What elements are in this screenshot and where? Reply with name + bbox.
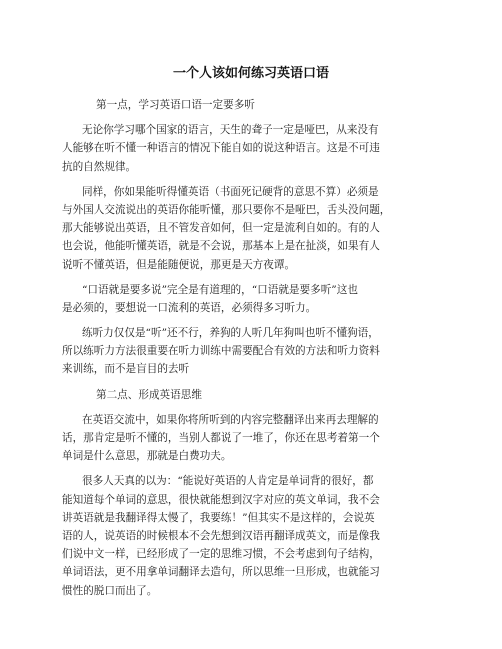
paragraph-line: 单词语法，更不用拿单词翻译去造句，所以思维一旦形成，也就能习 [62,566,380,579]
paragraph-3 [62,281,444,317]
section-heading-2: 第二点、形成英语思维 [96,388,202,401]
paragraph-line: 同样，你如果能听得懂英语（书面死记硬背的意思不算）必须是 [82,185,379,198]
paragraph-line: 无论你学习哪个国家的语言，天生的聋子一定是哑巴，从来没有 [82,124,379,137]
document-title: 一个人该如何练习英语口语 [172,66,329,81]
paragraph-line: 话，那肯定是听不懂的，当别人都说了一堆了，你还在思考着第一个 [62,432,380,445]
paragraph-line: 是必须的，要想说一口流利的英语，必须得多习听力。 [62,301,317,314]
paragraph-line: 单词是什么意思，那就是白费功夫。 [62,450,232,463]
paragraph-line: 所以练听力方法很重要在听力训练中需要配合有效的方法和听力资料 [62,345,380,358]
paragraph-4 [62,324,444,379]
paragraph-line: “口语就是要多说”完全是有道理的，“口语就是要多听”这也 [82,283,358,296]
paragraph-line: 那大能够说出英语，且不管发音如何，但一定是流利自如的。有的人 [62,222,380,235]
paragraph-line: 们说中文一样，已经形成了一定的思维习惯，不会考虑到句子结构， [62,548,380,561]
paragraph-2 [62,183,444,274]
paragraph-5 [62,411,444,466]
paragraph-line: 人能够在听不懂一种语言的情况下能自如的说这种语言。这是不可违 [62,142,380,155]
paragraph-line: 抗的自然规律。 [62,160,137,173]
paragraph-line: 来训练，而不是盲目的去听 [62,363,190,376]
paragraph-line: 语的人，说英语的时候根本不会先想到汉语再翻译成英文，而是像我 [62,529,380,542]
document-body [62,96,444,607]
paragraph-line: 很多人天真的以为：“能说好英语的人肯定是单词背的很好，都 [82,475,374,488]
paragraph-line: 也会说，他能听懂英语，就是不会说，那基本上是在扯淡，如果有人 [62,240,380,253]
paragraph-6 [62,472,444,599]
paragraph-line: 与外国人交流说出的英语你能听懂，那只要你不是哑巴，舌头没问题， [62,203,391,216]
paragraph-line: 惯性的脱口而出了。 [62,584,158,597]
paragraph-1 [62,121,444,176]
section-heading-1: 第一点，学习英语口语一定要多听 [96,99,255,111]
paragraph-line: 能知道每个单词的意思，很快就能想到汉字对应的英文单词，我不会 [62,493,380,506]
paragraph-line: 在英语交流中，如果你将所听到的内容完整翻译出来再去理解的 [82,413,379,426]
paragraph-line: 练听力仅仅是“听”还不行，养狗的人听几年狗叫也听不懂狗语， [82,327,379,340]
paragraph-line: 讲英语就是我翻译得太慢了，我要练！”但其实不是这样的，会说英 [62,511,375,524]
paragraph-line: 说听不懂英语，但是能随便说，那更是天方夜谭。 [62,258,296,271]
